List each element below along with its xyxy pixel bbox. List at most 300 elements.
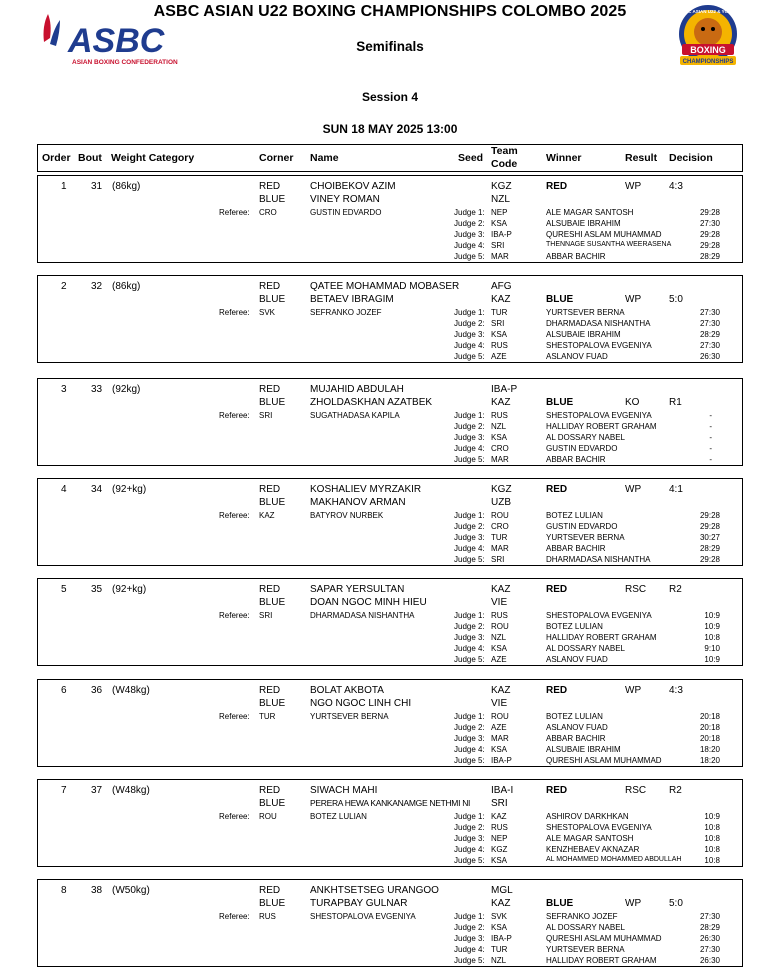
judge-score: - xyxy=(709,422,712,431)
red-team-code: IBA-P xyxy=(491,384,518,395)
judge-score: 20:18 xyxy=(699,723,720,732)
judge-label: Judge 4: xyxy=(454,745,485,754)
judge-name: ALSUBAIE IBRAHIM xyxy=(546,745,621,754)
column-header xyxy=(37,144,743,172)
winner-corner: RED xyxy=(546,584,568,595)
judge-score: 9:10 xyxy=(704,644,720,653)
judge-score: 29:28 xyxy=(699,230,720,239)
col-result: Result xyxy=(625,152,658,164)
judge-country: KSA xyxy=(491,644,508,653)
referee-name: YURTSEVER BERNA xyxy=(310,712,389,721)
judge-name: SHESTOPALOVA EVGENIYA xyxy=(546,411,652,420)
judge-label: Judge 5: xyxy=(454,455,485,464)
blue-boxer-name: NGO NGOC LINH CHI xyxy=(310,698,412,709)
red-corner: RED xyxy=(259,384,281,395)
judge-country: KSA xyxy=(491,856,508,865)
judge-score: 27:30 xyxy=(699,912,720,921)
judge-label: Judge 3: xyxy=(454,433,485,442)
bout-number: 35 xyxy=(91,584,103,595)
bout-order: 6 xyxy=(61,685,67,696)
red-team-code: KAZ xyxy=(491,685,511,696)
judge-score: 29:28 xyxy=(699,208,720,217)
judge-score: 18:20 xyxy=(699,745,720,754)
judge-label: Judge 4: xyxy=(454,544,485,553)
red-corner: RED xyxy=(259,181,281,192)
result-type: WP xyxy=(625,685,642,696)
bout-number: 36 xyxy=(91,685,103,696)
bout-number: 32 xyxy=(91,281,103,292)
bout-block-34 xyxy=(37,478,743,566)
blue-team-code: NZL xyxy=(491,194,510,205)
judge-label: Judge 5: xyxy=(454,252,485,261)
judge-country: SRI xyxy=(491,241,505,250)
decision-value: 5:0 xyxy=(669,294,683,305)
judge-score: 20:18 xyxy=(699,712,720,721)
page-title: ASBC ASIAN U22 BOXING CHAMPIONSHIPS COLOMBO 2025 xyxy=(153,3,627,20)
bout-block-38 xyxy=(37,879,743,967)
judge-country: TUR xyxy=(491,308,508,317)
judge-label: Judge 4: xyxy=(454,341,485,350)
judge-label: Judge 1: xyxy=(454,611,485,620)
referee-label: Referee: xyxy=(219,511,250,520)
referee-label: Referee: xyxy=(219,812,250,821)
judge-score: 27:30 xyxy=(699,341,720,350)
winner-corner: BLUE xyxy=(546,898,574,909)
result-type: WP xyxy=(625,898,642,909)
bout-block-33 xyxy=(37,378,743,466)
col-winner: Winner xyxy=(546,152,582,164)
decision-value: R2 xyxy=(669,785,682,796)
judge-score: 29:28 xyxy=(699,241,720,250)
judge-score: 27:30 xyxy=(699,308,720,317)
referee-name: DHARMADASA NISHANTHA xyxy=(310,611,415,620)
judge-name: BOTEZ LULIAN xyxy=(546,511,603,520)
judge-country: TUR xyxy=(491,945,508,954)
judge-label: Judge 4: xyxy=(454,241,485,250)
referee-country: SRI xyxy=(259,411,273,420)
blue-boxer-name: TURAPBAY GULNAR xyxy=(310,898,408,909)
col-decision: Decision xyxy=(669,152,713,164)
red-boxer-name: MUJAHID ABDULAH xyxy=(310,384,404,395)
judge-label: Judge 2: xyxy=(454,823,485,832)
judge-name: SHESTOPALOVA EVGENIYA xyxy=(546,823,652,832)
red-corner: RED xyxy=(259,281,281,292)
winner-corner: RED xyxy=(546,484,568,495)
judge-score: 29:28 xyxy=(699,555,720,564)
judge-name: AL MOHAMMED MOHAMMED ABDULLAH xyxy=(546,856,682,863)
judge-country: RUS xyxy=(491,411,508,420)
result-type: WP xyxy=(625,484,642,495)
judge-country: MAR xyxy=(491,734,509,743)
judge-score: 10:9 xyxy=(704,611,720,620)
judge-country: AZE xyxy=(491,723,507,732)
bout-order: 7 xyxy=(61,785,67,796)
result-type: RSC xyxy=(625,785,647,796)
bout-block-31 xyxy=(37,175,743,263)
judge-label: Judge 2: xyxy=(454,723,485,732)
referee-country: SVK xyxy=(259,308,276,317)
blue-team-code: SRI xyxy=(491,798,508,809)
judge-label: Judge 1: xyxy=(454,912,485,921)
judge-name: SEFRANKO JOZEF xyxy=(546,912,618,921)
judge-name: BOTEZ LULIAN xyxy=(546,712,603,721)
blue-boxer-name: MAKHANOV ARMAN xyxy=(310,497,406,508)
judge-name: AL DOSSARY NABEL xyxy=(546,644,625,653)
referee-name: SHESTOPALOVA EVGENIYA xyxy=(310,912,416,921)
judge-label: Judge 4: xyxy=(454,845,485,854)
result-type: WP xyxy=(625,294,642,305)
judge-country: IBA-P xyxy=(491,934,512,943)
decision-value: 4:3 xyxy=(669,181,683,192)
championships-logo xyxy=(676,4,740,72)
referee-name: GUSTIN EDVARDO xyxy=(310,208,382,217)
judge-name: DHARMADASA NISHANTHA xyxy=(546,319,651,328)
decision-value: 4:3 xyxy=(669,685,683,696)
judge-score: 10:8 xyxy=(704,856,720,865)
judge-label: Judge 1: xyxy=(454,511,485,520)
svg-text:ASBC: ASBC xyxy=(68,22,165,60)
judge-country: NZL xyxy=(491,422,507,431)
judge-score: 28:29 xyxy=(699,252,720,261)
judge-score: 10:9 xyxy=(704,812,720,821)
weight-category: (92kg) xyxy=(112,384,141,395)
judge-label: Judge 2: xyxy=(454,923,485,932)
judge-name: ALE MAGAR SANTOSH xyxy=(546,208,634,217)
session-datetime: SUN 18 MAY 2025 13:00 xyxy=(322,122,458,136)
judge-country: RUS xyxy=(491,341,508,350)
decision-value: 5:0 xyxy=(669,898,683,909)
judge-country: KSA xyxy=(491,923,508,932)
svg-text:BOXING: BOXING xyxy=(690,45,726,55)
judge-name: ASLANOV FUAD xyxy=(546,723,608,732)
judge-country: KSA xyxy=(491,745,508,754)
weight-category: (92+kg) xyxy=(112,484,147,495)
referee-country: ROU xyxy=(259,812,277,821)
judge-label: Judge 5: xyxy=(454,655,485,664)
judge-score: 29:28 xyxy=(699,511,720,520)
judge-name: YURTSEVER BERNA xyxy=(546,308,625,317)
referee-country: TUR xyxy=(259,712,276,721)
col-bout: Bout xyxy=(78,152,102,164)
col-seed: Seed xyxy=(458,152,484,164)
judge-name: ASHIROV DARKHKAN xyxy=(546,812,629,821)
blue-boxer-name: ZHOLDASKHAN AZATBEK xyxy=(310,397,433,408)
bout-block-36 xyxy=(37,679,743,767)
judge-label: Judge 1: xyxy=(454,712,485,721)
judge-label: Judge 5: xyxy=(454,756,485,765)
weight-category: (W48kg) xyxy=(112,785,150,796)
weight-category: (W48kg) xyxy=(112,685,150,696)
referee-name: SEFRANKO JOZEF xyxy=(310,308,382,317)
red-team-code: KGZ xyxy=(491,484,512,495)
referee-country: KAZ xyxy=(259,511,275,520)
referee-label: Referee: xyxy=(219,308,250,317)
judge-name: SHESTOPALOVA EVGENIYA xyxy=(546,611,652,620)
blue-team-code: KAZ xyxy=(491,397,511,408)
decision-value: R1 xyxy=(669,397,682,408)
judge-score: 10:8 xyxy=(704,633,720,642)
blue-corner: BLUE xyxy=(259,194,286,205)
bout-order: 8 xyxy=(61,885,67,896)
judge-name: YURTSEVER BERNA xyxy=(546,945,625,954)
col-order: Order xyxy=(42,152,71,164)
winner-corner: BLUE xyxy=(546,397,574,408)
judge-country: KSA xyxy=(491,330,508,339)
judge-score: 30:27 xyxy=(699,533,720,542)
judge-score: 10:9 xyxy=(704,622,720,631)
red-team-code: IBA-I xyxy=(491,785,514,796)
judge-label: Judge 2: xyxy=(454,422,485,431)
bout-number: 33 xyxy=(91,384,103,395)
judge-country: KAZ xyxy=(491,812,507,821)
judge-name: ALE MAGAR SANTOSH xyxy=(546,834,634,843)
judge-label: Judge 1: xyxy=(454,812,485,821)
red-boxer-name: SIWACH MAHI xyxy=(310,785,378,796)
red-boxer-name: SAPAR YERSULTAN xyxy=(310,584,405,595)
weight-category: (W50kg) xyxy=(112,885,150,896)
judge-score: 28:29 xyxy=(699,544,720,553)
bout-order: 2 xyxy=(61,281,67,292)
bout-order: 4 xyxy=(61,484,67,495)
red-corner: RED xyxy=(259,785,281,796)
judge-name: QURESHI ASLAM MUHAMMAD xyxy=(546,756,662,765)
referee-label: Referee: xyxy=(219,611,250,620)
judge-score: - xyxy=(709,433,712,442)
result-type: RSC xyxy=(625,584,647,595)
judge-label: Judge 3: xyxy=(454,934,485,943)
bout-number: 38 xyxy=(91,885,103,896)
judge-country: ROU xyxy=(491,712,509,721)
judge-label: Judge 5: xyxy=(454,856,485,865)
judge-name: QURESHI ASLAM MUHAMMAD xyxy=(546,230,662,239)
red-corner: RED xyxy=(259,484,281,495)
judge-name: QURESHI ASLAM MUHAMMAD xyxy=(546,934,662,943)
judge-score: - xyxy=(709,411,712,420)
referee-label: Referee: xyxy=(219,411,250,420)
col-team-line1: Team xyxy=(491,145,518,157)
judge-country: MAR xyxy=(491,455,509,464)
judge-name: HALLIDAY ROBERT GRAHAM xyxy=(546,633,657,642)
bout-number: 31 xyxy=(91,181,103,192)
judge-score: 10:8 xyxy=(704,823,720,832)
blue-team-code: UZB xyxy=(491,497,511,508)
judge-score: 18:20 xyxy=(699,756,720,765)
svg-text:CHAMPIONSHIPS: CHAMPIONSHIPS xyxy=(682,59,734,65)
judge-name: DHARMADASA NISHANTHA xyxy=(546,555,651,564)
judge-country: MAR xyxy=(491,252,509,261)
blue-boxer-name: DOAN NGOC MINH HIEU xyxy=(310,597,427,608)
bout-order: 3 xyxy=(61,384,67,395)
weight-category: (92+kg) xyxy=(112,584,147,595)
blue-corner: BLUE xyxy=(259,898,286,909)
judge-name: ABBAR BACHIR xyxy=(546,734,606,743)
blue-boxer-name: BETAEV IBRAGIM xyxy=(310,294,394,305)
winner-corner: RED xyxy=(546,181,568,192)
judge-name: ABBAR BACHIR xyxy=(546,455,606,464)
judge-name: SHESTOPALOVA EVGENIYA xyxy=(546,341,652,350)
bout-block-35 xyxy=(37,578,743,666)
judge-score: 27:30 xyxy=(699,319,720,328)
blue-team-code: VIE xyxy=(491,597,508,608)
judge-country: KSA xyxy=(491,219,508,228)
judge-name: THENNAGE SUSANTHA WEERASENA xyxy=(546,241,672,248)
referee-name: SUGATHADASA KAPILA xyxy=(310,411,400,420)
judge-country: RUS xyxy=(491,823,508,832)
blue-corner: BLUE xyxy=(259,698,286,709)
blue-corner: BLUE xyxy=(259,798,286,809)
judge-name: KENZHEBAEV AKNAZAR xyxy=(546,845,640,854)
red-corner: RED xyxy=(259,685,281,696)
judge-label: Judge 3: xyxy=(454,633,485,642)
judge-country: SRI xyxy=(491,319,505,328)
referee-label: Referee: xyxy=(219,208,250,217)
judge-label: Judge 1: xyxy=(454,208,485,217)
judge-country: CRO xyxy=(491,522,509,531)
referee-country: RUS xyxy=(259,912,276,921)
bout-number: 34 xyxy=(91,484,103,495)
blue-team-code: KAZ xyxy=(491,294,511,305)
judge-score: 28:29 xyxy=(699,330,720,339)
col-team-line2: Code xyxy=(491,158,518,170)
judge-name: ALSUBAIE IBRAHIM xyxy=(546,330,621,339)
col-weight: Weight Category xyxy=(111,152,195,164)
judge-country: NZL xyxy=(491,633,507,642)
red-team-code: KAZ xyxy=(491,584,511,595)
judge-name: ABBAR BACHIR xyxy=(546,252,606,261)
svg-text:ASBC ASIAN U22 & YOUTH: ASBC ASIAN U22 & YOUTH xyxy=(678,9,738,14)
red-corner: RED xyxy=(259,885,281,896)
judge-score: 20:18 xyxy=(699,734,720,743)
judge-name: AL DOSSARY NABEL xyxy=(546,923,625,932)
judge-name: ASLANOV FUAD xyxy=(546,655,608,664)
blue-boxer-name: VINEY ROMAN xyxy=(310,194,380,205)
col-corner: Corner xyxy=(259,152,294,164)
judge-label: Judge 3: xyxy=(454,834,485,843)
judge-label: Judge 3: xyxy=(454,330,485,339)
col-name: Name xyxy=(310,152,339,164)
judge-label: Judge 1: xyxy=(454,411,485,420)
judge-label: Judge 5: xyxy=(454,352,485,361)
judge-label: Judge 2: xyxy=(454,522,485,531)
decision-value: 4:1 xyxy=(669,484,683,495)
judge-name: HALLIDAY ROBERT GRAHAM xyxy=(546,956,657,965)
referee-name: BATYROV NURBEK xyxy=(310,511,384,520)
judge-label: Judge 5: xyxy=(454,555,485,564)
judge-country: ROU xyxy=(491,622,509,631)
judge-score: 27:30 xyxy=(699,219,720,228)
red-boxer-name: KOSHALIEV MYRZAKIR xyxy=(310,484,422,495)
judge-country: IBA-P xyxy=(491,230,512,239)
bout-number: 37 xyxy=(91,785,103,796)
judge-score: 26:30 xyxy=(699,352,720,361)
judge-score: 26:30 xyxy=(699,956,720,965)
judge-label: Judge 2: xyxy=(454,319,485,328)
judge-country: TUR xyxy=(491,533,508,542)
judge-score: - xyxy=(709,455,712,464)
judge-country: CRO xyxy=(491,444,509,453)
judge-name: ASLANOV FUAD xyxy=(546,352,608,361)
bout-order: 5 xyxy=(61,584,67,595)
judge-label: Judge 3: xyxy=(454,230,485,239)
blue-corner: BLUE xyxy=(259,294,286,305)
judge-label: Judge 5: xyxy=(454,956,485,965)
judge-country: SRI xyxy=(491,555,505,564)
red-team-code: KGZ xyxy=(491,181,512,192)
blue-team-code: KAZ xyxy=(491,898,511,909)
judge-country: ROU xyxy=(491,511,509,520)
winner-corner: BLUE xyxy=(546,294,574,305)
judge-name: BOTEZ LULIAN xyxy=(546,622,603,631)
blue-team-code: VIE xyxy=(491,698,508,709)
decision-value: R2 xyxy=(669,584,682,595)
judge-score: 27:30 xyxy=(699,945,720,954)
judge-label: Judge 2: xyxy=(454,219,485,228)
red-boxer-name: BOLAT AKBOTA xyxy=(310,685,384,696)
judge-country: NZL xyxy=(491,956,507,965)
page-subtitle: Semifinals xyxy=(356,39,424,54)
judge-country: NEP xyxy=(491,208,508,217)
judge-name: ALSUBAIE IBRAHIM xyxy=(546,219,621,228)
winner-corner: RED xyxy=(546,785,568,796)
red-corner: RED xyxy=(259,584,281,595)
judge-country: AZE xyxy=(491,655,507,664)
judge-name: GUSTIN EDVARDO xyxy=(546,444,618,453)
judge-name: HALLIDAY ROBERT GRAHAM xyxy=(546,422,657,431)
judge-score: 10:8 xyxy=(704,834,720,843)
judge-label: Judge 4: xyxy=(454,644,485,653)
winner-corner: RED xyxy=(546,685,568,696)
judge-country: SVK xyxy=(491,912,508,921)
judge-country: MAR xyxy=(491,544,509,553)
judge-name: GUSTIN EDVARDO xyxy=(546,522,618,531)
judge-score: 10:9 xyxy=(704,655,720,664)
judge-score: - xyxy=(709,444,712,453)
red-team-code: AFG xyxy=(491,281,512,292)
judge-country: IBA-P xyxy=(491,756,512,765)
judge-name: AL DOSSARY NABEL xyxy=(546,433,625,442)
red-boxer-name: ANKHTSETSEG URANGOO xyxy=(310,885,439,896)
session-label: Session 4 xyxy=(361,90,419,104)
bout-order: 1 xyxy=(61,181,67,192)
judge-label: Judge 4: xyxy=(454,945,485,954)
blue-boxer-name: PERERA HEWA KANKANAMGE NETHMI NI xyxy=(310,798,471,808)
judge-label: Judge 3: xyxy=(454,533,485,542)
judge-country: NEP xyxy=(491,834,508,843)
judge-score: 26:30 xyxy=(699,934,720,943)
judge-country: AZE xyxy=(491,352,507,361)
referee-country: SRI xyxy=(259,611,273,620)
judge-score: 29:28 xyxy=(699,522,720,531)
blue-corner: BLUE xyxy=(259,397,286,408)
referee-country: CRO xyxy=(259,208,277,217)
referee-label: Referee: xyxy=(219,712,250,721)
blue-corner: BLUE xyxy=(259,497,286,508)
referee-label: Referee: xyxy=(219,912,250,921)
judge-label: Judge 3: xyxy=(454,734,485,743)
judge-country: KGZ xyxy=(491,845,508,854)
judge-label: Judge 1: xyxy=(454,308,485,317)
judge-score: 28:29 xyxy=(699,923,720,932)
bout-block-32 xyxy=(37,275,743,363)
red-team-code: MGL xyxy=(491,885,513,896)
referee-name: BOTEZ LULIAN xyxy=(310,812,367,821)
judge-label: Judge 4: xyxy=(454,444,485,453)
judge-country: KSA xyxy=(491,433,508,442)
red-boxer-name: CHOIBEKOV AZIM xyxy=(310,181,396,192)
bout-block-37 xyxy=(37,779,743,867)
judge-country: RUS xyxy=(491,611,508,620)
blue-corner: BLUE xyxy=(259,597,286,608)
